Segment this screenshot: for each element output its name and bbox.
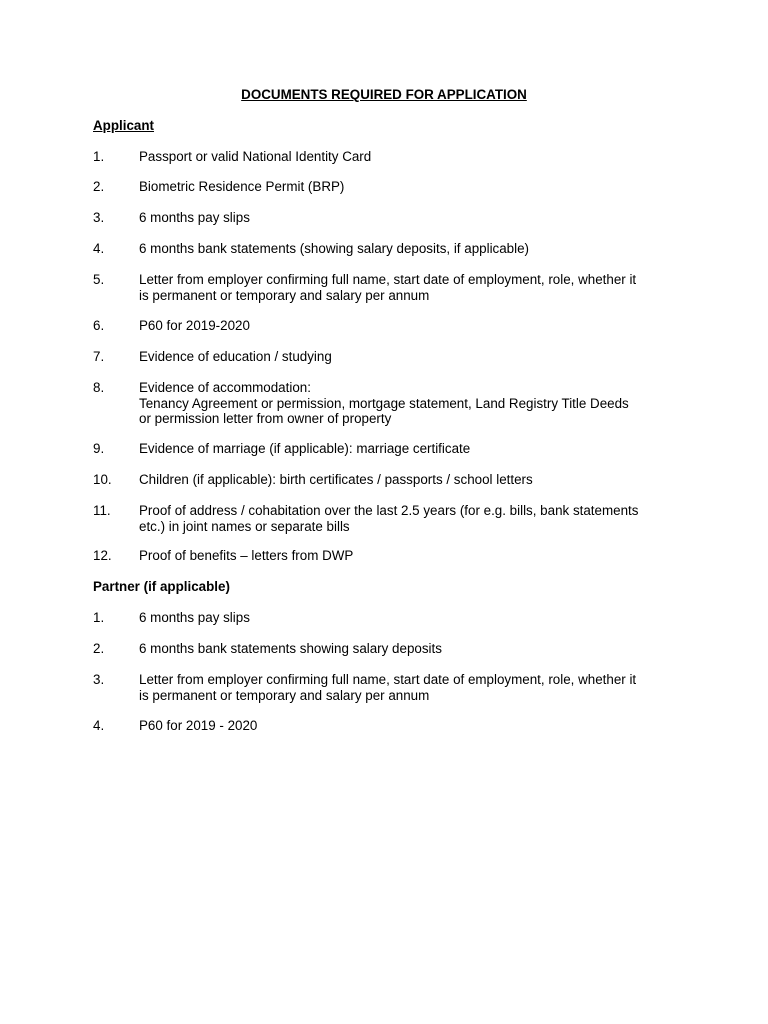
item-line: Proof of address / cohabitation over the last 2.5 years (for e.g. bills, bank statements: [139, 503, 639, 518]
item-number: 4.: [93, 241, 105, 256]
item-number: 8.: [93, 380, 105, 395]
item-text: [139, 272, 684, 303]
item-number: 7.: [93, 349, 105, 364]
item-line: or permission letter from owner of property: [139, 411, 392, 426]
item-number: 1.: [93, 149, 105, 164]
item-text: [139, 610, 684, 626]
item-number: 9.: [93, 441, 105, 456]
item-line: Letter from employer confirming full name, start date of employment, role, whether it: [139, 672, 637, 687]
item-line: is permanent or temporary and salary per annum: [139, 687, 430, 703]
item-line: Proof of benefits – letters from DWP: [139, 548, 354, 563]
item-line: 6 months pay slips: [139, 610, 250, 625]
item-text: [139, 210, 684, 226]
item-line: Biometric Residence Permit (BRP): [139, 179, 345, 194]
item-number: 5.: [93, 272, 105, 287]
item-line: is permanent or temporary and salary per annum: [139, 287, 430, 303]
item-line: Children (if applicable): birth certificates / passports / school letters: [139, 472, 533, 487]
item-text: [139, 349, 684, 365]
item-line: Letter from employer confirming full name, start date of employment, role, whether it: [139, 272, 637, 287]
item-text: [139, 179, 684, 195]
item-line: Tenancy Agreement or permission, mortgage statement, Land Registry Title Deeds: [139, 395, 629, 411]
item-text: [139, 380, 684, 427]
item-number: 4.: [93, 718, 105, 733]
item-line: P60 for 2019 - 2020: [139, 718, 258, 733]
item-line: Evidence of marriage (if applicable): marriage certificate: [139, 441, 471, 456]
item-line: P60 for 2019-2020: [139, 318, 250, 333]
applicant-heading: Applicant: [93, 118, 155, 133]
item-text: [139, 241, 684, 257]
item-number: 3.: [93, 210, 105, 225]
item-text: [139, 472, 684, 488]
item-text: [139, 641, 684, 657]
item-number: 2.: [93, 641, 105, 656]
item-text: [139, 672, 684, 703]
item-line: Passport or valid National Identity Card: [139, 149, 372, 164]
item-number: 10.: [93, 472, 112, 487]
item-text: [139, 441, 684, 457]
item-line: 6 months bank statements (showing salary deposits, if applicable): [139, 241, 530, 256]
item-text: [139, 318, 684, 334]
item-number: 6.: [93, 318, 105, 333]
item-line: 6 months bank statements showing salary deposits: [139, 641, 442, 656]
item-text: [139, 503, 684, 534]
item-number: 11.: [93, 503, 111, 518]
item-text: [139, 149, 684, 165]
item-line: etc.) in joint names or separate bills: [139, 518, 350, 534]
item-number: 12.: [93, 548, 112, 563]
item-line: Evidence of education / studying: [139, 349, 332, 364]
item-number: 1.: [93, 610, 105, 625]
item-line: Evidence of accommodation:: [139, 380, 311, 395]
item-number: 3.: [93, 672, 105, 687]
item-text: [139, 548, 684, 564]
document-title: DOCUMENTS REQUIRED FOR APPLICATION: [241, 87, 527, 102]
item-line: 6 months pay slips: [139, 210, 250, 225]
partner-heading: Partner (if applicable): [93, 579, 230, 594]
item-text: [139, 718, 684, 734]
item-number: 2.: [93, 179, 105, 194]
